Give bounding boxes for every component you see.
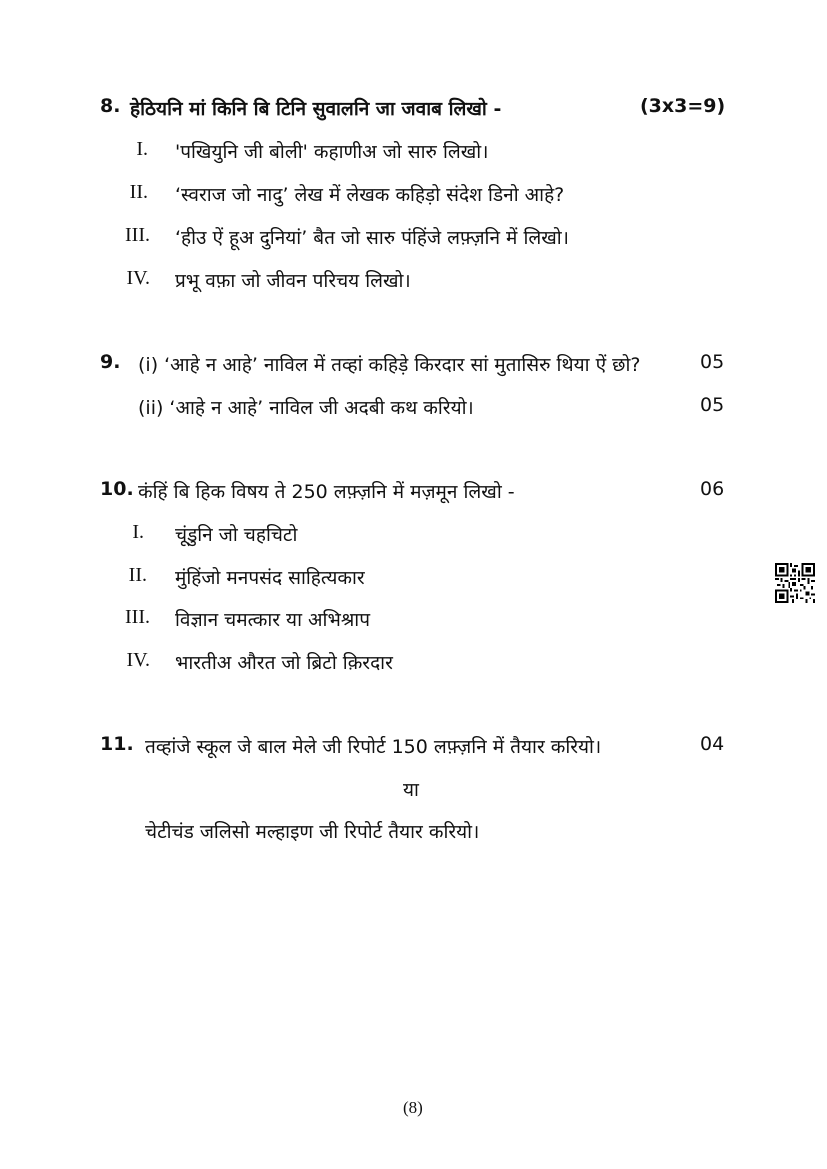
- question-marks: 04: [700, 733, 725, 755]
- question-alternative-text: चेटीचंड जलिसो मल्हाइण जी रिपोर्ट तैयार करियो।: [145, 821, 480, 843]
- item-text: ‘हीउ ऐं हूअ दुनियां’ बैत जो सारु पंहिंजे लफ़्ज़नि में लिखो।: [175, 227, 569, 249]
- item-label: III.: [125, 606, 150, 628]
- item-label: II.: [128, 564, 147, 586]
- item-text: मुंहिंजो मनपसंद साहित्यकार: [175, 567, 365, 589]
- or-separator: या: [403, 779, 419, 801]
- item-label: II.: [129, 181, 148, 203]
- page-number: (8): [403, 1098, 423, 1117]
- question-marks: 06: [700, 478, 725, 500]
- question-number: 11.: [100, 733, 134, 755]
- qr-code-icon: [775, 563, 815, 603]
- question-marks: 05: [700, 394, 725, 416]
- question-part-text: (i) ‘आहे न आहे’ नाविल में तव्हां कहिड़े किरदार सां मुतासिरु थिया ऐं छो?: [138, 354, 641, 376]
- question-text: हेठियनि मां किनि बि टिनि सुवालनि जा जवाब लिखो -: [130, 98, 502, 120]
- item-text: ‘स्वराज जो नादु’ लेख में लेखक कहिड़ो संदेश डिनो आहे?: [175, 184, 565, 206]
- question-number: 10.: [100, 478, 134, 500]
- question-marks: 05: [700, 351, 725, 373]
- question-number: 8.: [100, 95, 121, 117]
- item-text: 'पखियुनि जी बोली' कहाणीअ जो सारु लिखो।: [175, 141, 489, 163]
- item-text: विज्ञान चमत्कार या अभिश्राप: [175, 609, 370, 631]
- item-text: प्रभू वफ़ा जो जीवन परिचय लिखो।: [175, 270, 411, 292]
- question-number: 9.: [100, 351, 121, 373]
- item-label: I.: [132, 521, 144, 543]
- item-text: भारतीअ औरत जो ब्रिटो क़िरदार: [175, 652, 393, 674]
- item-label: IV.: [126, 649, 150, 671]
- question-text: तव्हांजे स्कूल जे बाल मेले जी रिपोर्ट 150 लफ़्ज़नि में तैयार करियो।: [145, 736, 602, 758]
- question-text: कंहिं बि हिक विषय ते 250 लफ़्ज़नि में मज़मून लिखो -: [138, 481, 515, 503]
- item-label: IV.: [126, 267, 150, 289]
- item-label: I.: [136, 138, 148, 160]
- item-text: चूंडुनि जो चहचिटो: [175, 524, 298, 546]
- question-marks: (3x3=9): [640, 95, 726, 117]
- item-label: III.: [125, 224, 150, 246]
- question-part-text: (ii) ‘आहे न आहे’ नाविल जी अदबी कथ करियो।: [138, 397, 474, 419]
